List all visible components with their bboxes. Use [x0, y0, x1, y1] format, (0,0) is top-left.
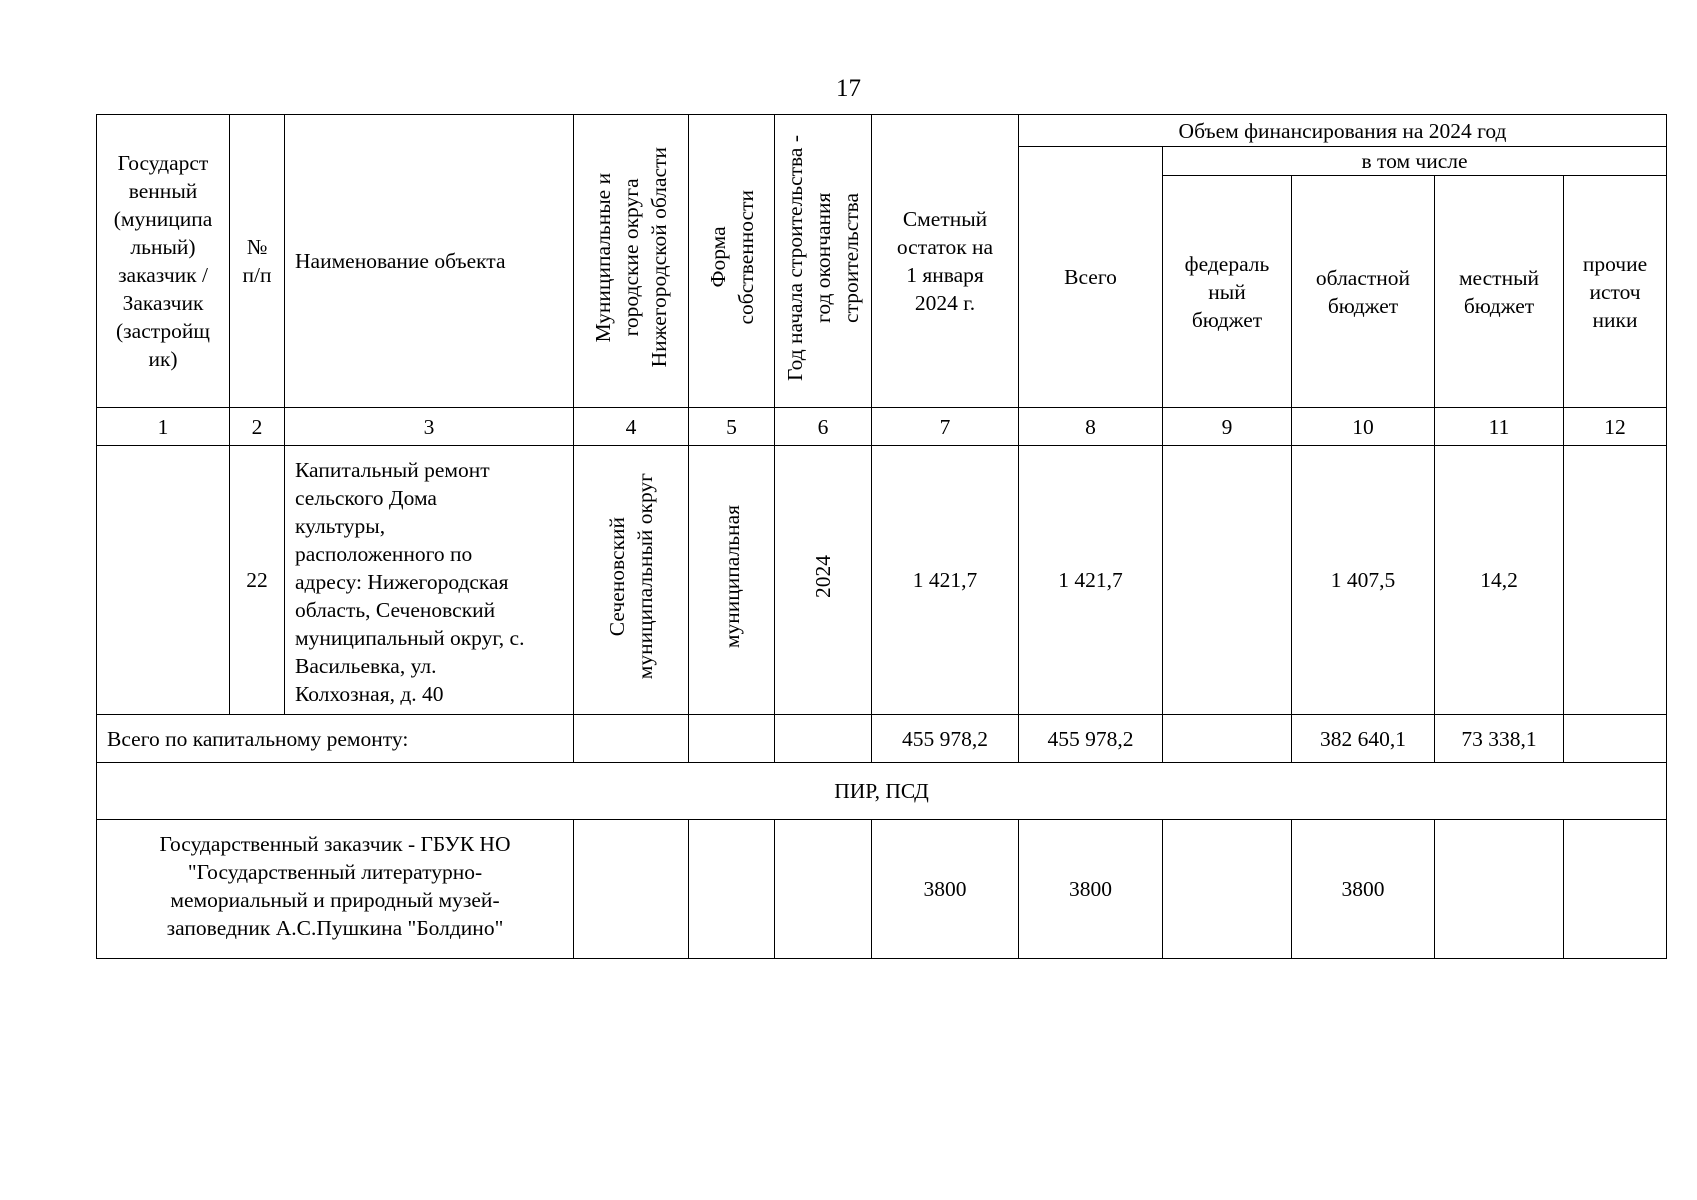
- gbuk-local: [1435, 820, 1564, 959]
- total-capital-repair-row: [97, 715, 1667, 763]
- gbuk-total: 3800: [1019, 820, 1163, 959]
- row-ownership: [689, 446, 775, 715]
- row-years: [775, 446, 872, 715]
- row-years-text: 2024: [811, 555, 835, 598]
- header-years-text: Год начала строительства - год окончания строительства: [783, 134, 863, 381]
- header-regional: областной бюджет: [1292, 176, 1435, 408]
- column-number: 1: [97, 408, 230, 446]
- total-local: 73 338,1: [1435, 715, 1564, 763]
- column-number: 4: [574, 408, 689, 446]
- header-municipality-text: Муниципальные и городские округа Нижегородской области: [591, 147, 671, 368]
- column-numbers-row: [97, 408, 1667, 446]
- gbuk-empty-cell: [775, 820, 872, 959]
- column-number: 6: [775, 408, 872, 446]
- header-years: [775, 115, 872, 408]
- header-federal: федераль ный бюджет: [1163, 176, 1292, 408]
- column-number: 12: [1564, 408, 1667, 446]
- financing-table: [96, 114, 1667, 959]
- gbuk-regional: 3800: [1292, 820, 1435, 959]
- header-ownership: [689, 115, 775, 408]
- header-number: № п/п: [230, 115, 285, 408]
- column-number: 7: [872, 408, 1019, 446]
- header-total: Всего: [1019, 147, 1163, 408]
- total-capital-repair-label: Всего по капитальному ремонту:: [97, 715, 574, 763]
- column-number: 9: [1163, 408, 1292, 446]
- table-row: [97, 446, 1667, 715]
- row-regional: 1 407,5: [1292, 446, 1435, 715]
- row-total: 1 421,7: [1019, 446, 1163, 715]
- total-regional: 382 640,1: [1292, 715, 1435, 763]
- gbuk-row: [97, 820, 1667, 959]
- total-empty-cell: [574, 715, 689, 763]
- header-customer: [97, 115, 230, 408]
- header-customer-text: Государст венный (муниципа льный) заказчик / Заказчик (застройщ ик): [113, 151, 213, 371]
- column-number: 5: [689, 408, 775, 446]
- row-number: 22: [230, 446, 285, 715]
- page-number: 17: [836, 75, 861, 102]
- header-estimate: Сметный остаток на 1 января 2024 г.: [872, 115, 1019, 408]
- column-number: 3: [285, 408, 574, 446]
- total-federal: [1163, 715, 1292, 763]
- header-other: прочие источ ники: [1564, 176, 1667, 408]
- column-number: 2: [230, 408, 285, 446]
- total-empty-cell: [689, 715, 775, 763]
- column-number: 10: [1292, 408, 1435, 446]
- row-other: [1564, 446, 1667, 715]
- row-municipality-text: Сеченовский муниципальный округ: [605, 473, 657, 680]
- header-including: в том числе: [1163, 147, 1667, 176]
- total-empty-cell: [775, 715, 872, 763]
- gbuk-estimate: 3800: [872, 820, 1019, 959]
- section-pir-title: ПИР, ПСД: [97, 763, 1667, 820]
- header-funding-title: Объем финансирования на 2024 год: [1019, 115, 1667, 147]
- header-local: местный бюджет: [1435, 176, 1564, 408]
- row-ownership-text: муниципальная: [719, 504, 744, 649]
- column-number: 8: [1019, 408, 1163, 446]
- row-municipality: [574, 446, 689, 715]
- row-object-name: Капитальный ремонт сельского Дома культуры, расположенного по адресу: Нижегородская область, Сеченовский муниципальный округ, с. Васильевка, ул. Колхозная, д. 40: [285, 446, 574, 715]
- gbuk-federal: [1163, 820, 1292, 959]
- header-object-name: Наименование объекта: [285, 115, 574, 408]
- row-customer: [97, 446, 230, 715]
- total-other: [1564, 715, 1667, 763]
- total-estimate: 455 978,2: [872, 715, 1019, 763]
- row-federal: [1163, 446, 1292, 715]
- total-total: 455 978,2: [1019, 715, 1163, 763]
- gbuk-label: Государственный заказчик - ГБУК НО "Государственный литературно- мемориальный и природный музей- заповедник А.С.Пушкина "Болдино": [97, 820, 574, 959]
- row-estimate: 1 421,7: [872, 446, 1019, 715]
- column-number: 11: [1435, 408, 1564, 446]
- gbuk-empty-cell: [689, 820, 775, 959]
- row-local: 14,2: [1435, 446, 1564, 715]
- gbuk-empty-cell: [574, 820, 689, 959]
- header-municipality: [574, 115, 689, 408]
- gbuk-other: [1564, 820, 1667, 959]
- header-ownership-text: Форма собственности: [705, 190, 758, 325]
- section-pir-row: [97, 763, 1667, 820]
